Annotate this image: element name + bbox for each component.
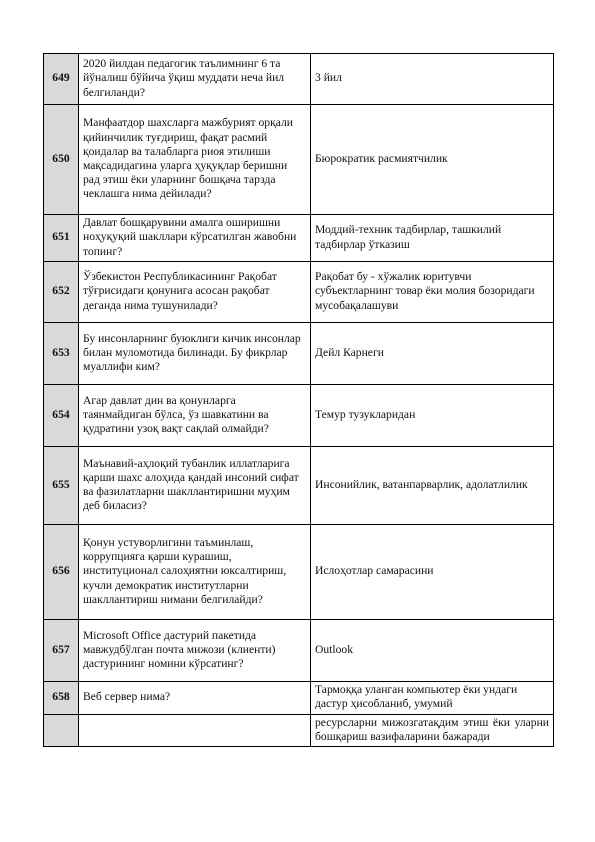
table-row — [44, 323, 554, 385]
row-number: 656 — [44, 525, 79, 620]
table-row — [44, 447, 554, 525]
question-cell: Маънавий-аҳлоқий тубанлик иллатларига қарши шахс алоҳида қандай инсоний сифат ва фазилатларни шакллантиришни муҳим деб биласиз? — [79, 447, 311, 525]
row-number: 649 — [44, 54, 79, 105]
row-number: 651 — [44, 215, 79, 262]
answer-cell: Дейл Карнеги — [311, 323, 554, 385]
questions-table — [43, 53, 554, 747]
question-cell: Давлат бошқарувини амалга оширишни ноҳуқуқий шакллари кўрсатилган жавобни топинг? — [79, 215, 311, 262]
answer-cell: 3 йил — [311, 54, 554, 105]
table-row — [44, 262, 554, 323]
question-cell: Ўзбекистон Республикасининг Рақобат тўғрисидаги қонунига асосан рақобат деганда нима тушунилади? — [79, 262, 311, 323]
answer-cell: Бюрократик расмиятчилик — [311, 105, 554, 215]
question-cell: 2020 йилдан педагогик таълимнинг 6 та йўналиш бўйича ўқиш муддати неча йил белгиланди? — [79, 54, 311, 105]
question-cell — [79, 715, 311, 747]
row-number: 650 — [44, 105, 79, 215]
row-number: 652 — [44, 262, 79, 323]
question-cell: Веб сервер нима? — [79, 682, 311, 715]
answer-cell: Ислоҳотлар самарасини — [311, 525, 554, 620]
question-cell: Агар давлат дин ва қонунларга таянмайдиган бўлса, ўз шавкатини ва қудратини узоқ вақт сақлай олмайди? — [79, 385, 311, 447]
row-number: 654 — [44, 385, 79, 447]
question-cell: Қонун устуворлигини таъминлаш, коррупцияга қарши курашиш, институционал салоҳиятни юксалтириш, кучли демократик институтларни шакллантириш нимани белгилайди? — [79, 525, 311, 620]
answer-cell: Темур тузукларидан — [311, 385, 554, 447]
table-row — [44, 215, 554, 262]
answer-cell: Инсонийлик, ватанпарварлик, адолатлилик — [311, 447, 554, 525]
answer-cell: Рақобат бу - хўжалик юритувчи субъектларнинг товар ёки молия бозоридаги мусобақалашуви — [311, 262, 554, 323]
row-number: 655 — [44, 447, 79, 525]
table-row — [44, 54, 554, 105]
row-number: 657 — [44, 620, 79, 682]
table-row — [44, 525, 554, 620]
row-number: 653 — [44, 323, 79, 385]
row-number — [44, 715, 79, 747]
table-row — [44, 682, 554, 715]
question-cell: Microsoft Office дастурий пакетида мавжудбўлган почта мижози (клиенти) дастурининг номини кўрсатинг? — [79, 620, 311, 682]
question-cell: Бу инсонларнинг буюклиги кичик инсонлар билан муломотида билинади. Бу фикрлар муаллифи ким? — [79, 323, 311, 385]
row-number: 658 — [44, 682, 79, 715]
table-row — [44, 715, 554, 747]
answer-cell: Outlook — [311, 620, 554, 682]
table-row — [44, 105, 554, 215]
table-row — [44, 385, 554, 447]
table-row — [44, 620, 554, 682]
answer-cell: ресурсларни мижозгатақдим этиш ёки уларни бошқариш вазифаларини бажаради — [311, 715, 554, 747]
answer-cell: Моддий-техник тадбирлар, ташкилий тадбирлар ўтказиш — [311, 215, 554, 262]
answer-cell: Тармоққа уланган компьютер ёки ундаги дастур ҳисобланиб, умумий — [311, 682, 554, 715]
question-cell: Манфаатдор шахсларга мажбурият орқали қийинчилик туғдириш, фақат расмий қоидалар ва талабларга риоя этилиши мақсадидагина уларга ҳуқуқлар беришни рад этиш ёки уларнинг бошқача тарзда чеклашга нима дейилади? — [79, 105, 311, 215]
